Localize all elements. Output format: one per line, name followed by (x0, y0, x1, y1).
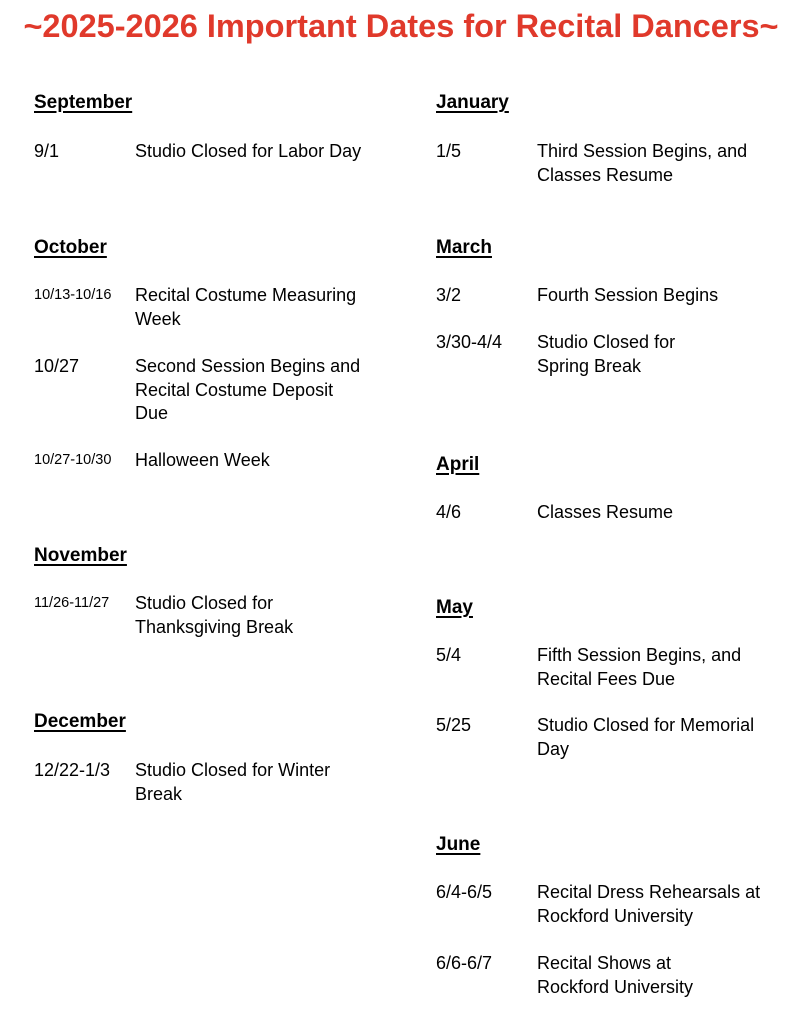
month-heading-december: December (34, 711, 126, 732)
entry-description: Recital Costume Measuring Week (135, 285, 357, 329)
date-entry (436, 331, 675, 378)
date-entry (436, 714, 754, 761)
month-heading-march: March (436, 237, 492, 258)
entry-date: 5/25 (436, 715, 472, 735)
date-entry (436, 644, 741, 691)
date-entry (34, 449, 270, 473)
month-heading-june: June (436, 834, 481, 855)
entry-date: 3/2 (436, 285, 462, 305)
entry-description: Recital Shows at Rockford University (537, 953, 694, 997)
date-entry (34, 355, 360, 426)
date-entry (436, 140, 747, 187)
entry-description: Third Session Begins, and Classes Resume (537, 141, 748, 185)
page-title: ~2025-2026 Important Dates for Recital Dancers~ (23, 8, 779, 44)
entry-description: Recital Dress Rehearsals at Rockford University (537, 882, 761, 926)
entry-description: Studio Closed for Memorial Day (537, 715, 755, 759)
month-heading-november: November (34, 545, 127, 566)
date-entry (436, 952, 693, 999)
entry-description: Second Session Begins and Recital Costume Deposit Due (135, 356, 361, 423)
entry-date: 11/26-11/27 (34, 595, 110, 611)
entry-date: 4/6 (436, 502, 462, 522)
entry-description: Studio Closed for Labor Day (135, 141, 362, 161)
entry-description: Studio Closed for Winter Break (135, 760, 331, 804)
entry-description: Studio Closed for Thanksgiving Break (135, 593, 294, 637)
entry-description: Fifth Session Begins, and Recital Fees Due (537, 645, 742, 689)
date-entry (436, 284, 718, 308)
month-heading-september: September (34, 92, 133, 113)
entry-date: 6/6-6/7 (436, 953, 493, 973)
date-entry (34, 592, 293, 639)
entry-date: 3/30-4/4 (436, 332, 503, 352)
date-entry (34, 140, 361, 164)
entry-description: Halloween Week (135, 450, 270, 470)
date-entry (436, 501, 673, 525)
entry-date: 10/13-10/16 (34, 287, 112, 303)
entry-date: 9/1 (34, 141, 60, 161)
entry-date: 5/4 (436, 645, 462, 665)
month-heading-may: May (436, 597, 473, 618)
date-entry (436, 881, 760, 928)
entry-date: 10/27 (34, 356, 80, 376)
month-heading-april: April (436, 454, 480, 475)
entry-date: 10/27-10/30 (34, 452, 112, 468)
entry-date: 6/4-6/5 (436, 882, 493, 902)
entry-description: Studio Closed for Spring Break (537, 332, 676, 376)
entry-date: 12/22-1/3 (34, 760, 111, 780)
month-heading-january: January (436, 92, 509, 113)
month-heading-october: October (34, 237, 107, 258)
entry-date: 1/5 (436, 141, 462, 161)
date-entry (34, 284, 356, 331)
entry-description: Classes Resume (537, 502, 674, 522)
date-entry (34, 759, 330, 806)
entry-description: Fourth Session Begins (537, 285, 719, 305)
